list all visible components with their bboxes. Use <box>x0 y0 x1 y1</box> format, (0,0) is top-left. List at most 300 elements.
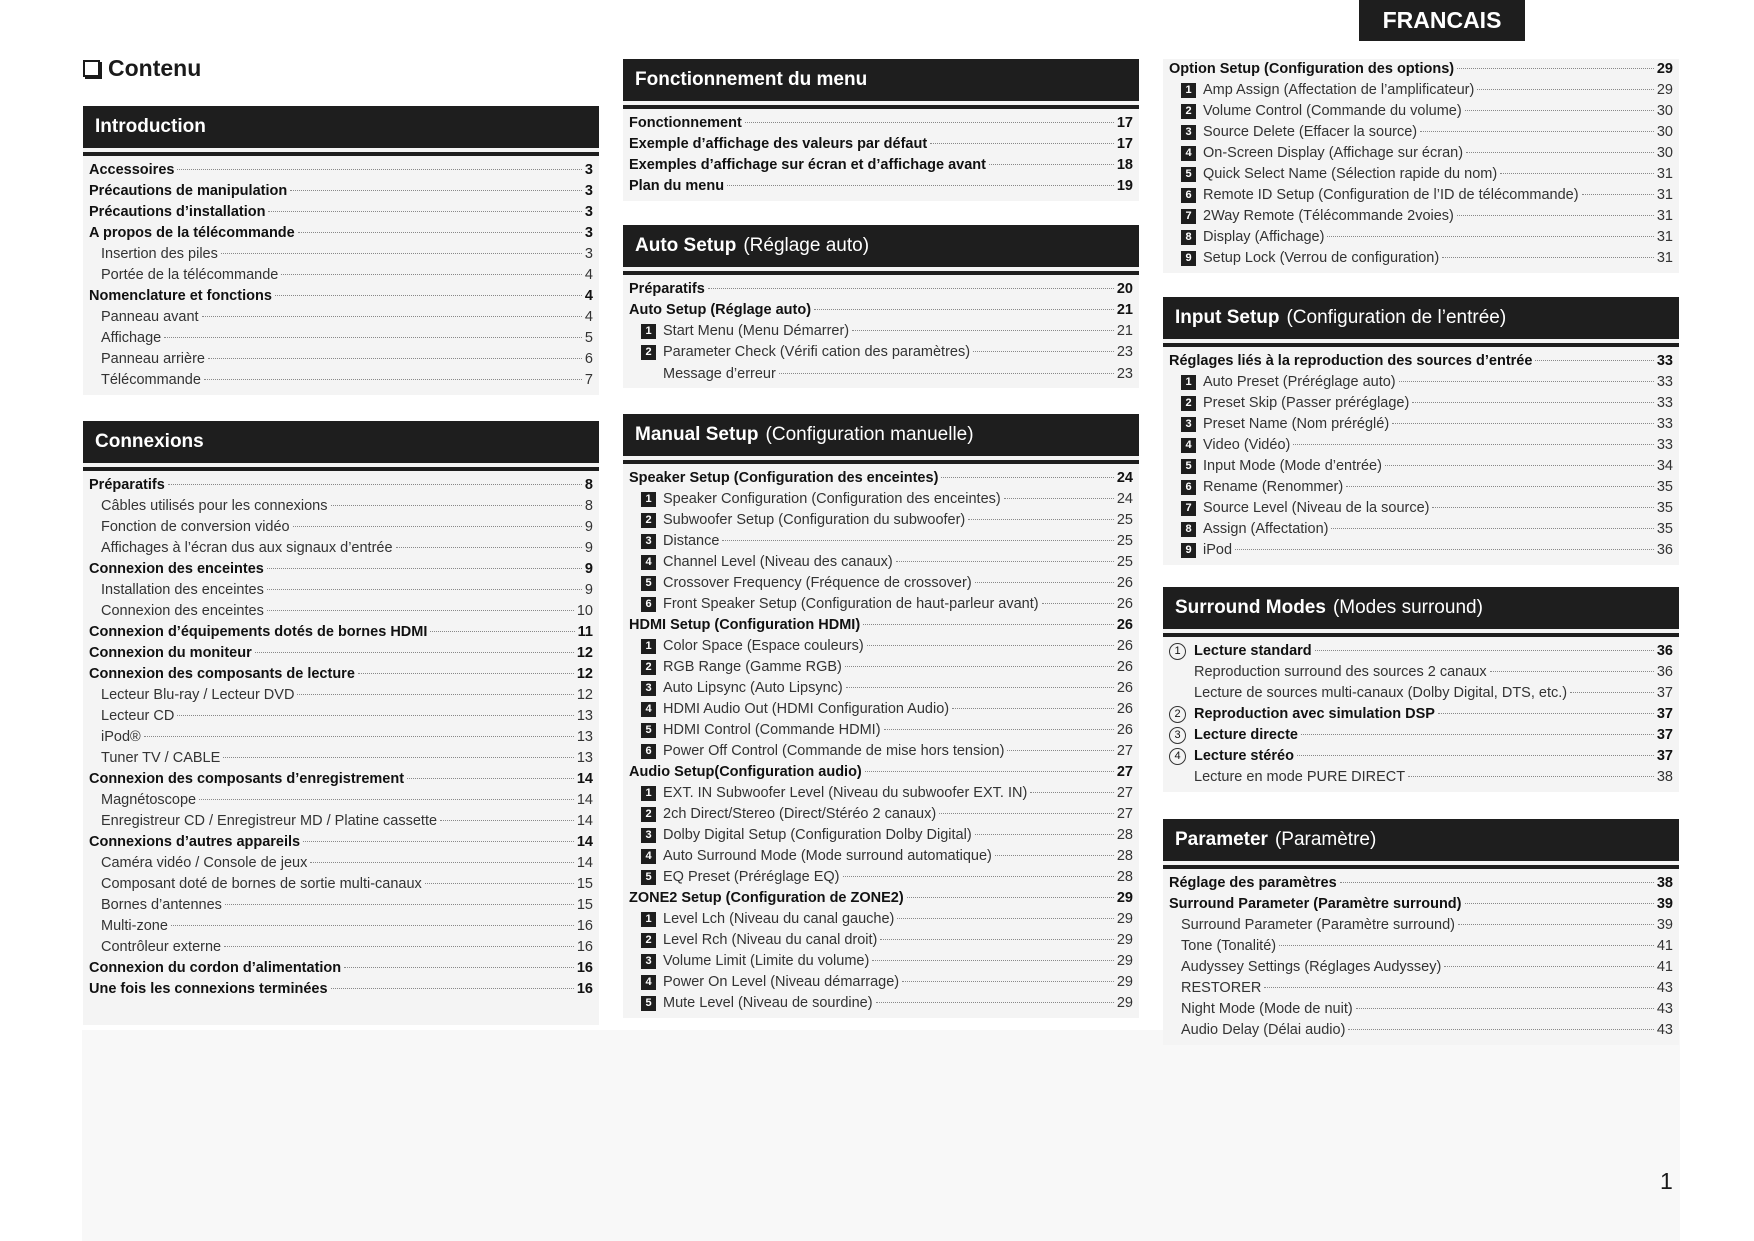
contents-title <box>83 55 201 82</box>
dot-leader <box>1042 603 1114 604</box>
toc-entry-label: HDMI Control (Commande HDMI) <box>663 722 881 738</box>
toc-entry-label: Mute Level (Niveau de sourdine) <box>663 995 873 1011</box>
dot-leader <box>846 687 1114 688</box>
toc-entry-label: Composant doté de bornes de sortie multi-canaux <box>101 876 422 892</box>
dot-leader <box>199 799 574 800</box>
toc-entry[interactable] <box>89 370 593 391</box>
toc-entry-label: 2ch Direct/Stereo (Direct/Stéréo 2 canaux) <box>663 806 937 822</box>
toc-entry[interactable] <box>1169 662 1673 683</box>
toc-entry[interactable] <box>1169 456 1673 477</box>
toc-entry-page: 28 <box>1116 827 1133 843</box>
dot-leader <box>425 883 574 884</box>
toc-entry[interactable] <box>1169 101 1673 122</box>
number-badge-icon: 1 <box>641 786 656 801</box>
toc-entry-page: 15 <box>576 897 593 913</box>
dot-leader <box>1466 152 1654 153</box>
dot-leader <box>293 526 582 527</box>
toc-entry-page: 3 <box>584 225 593 241</box>
toc-entry[interactable] <box>629 279 1133 300</box>
toc-entry[interactable] <box>1169 767 1673 788</box>
toc-entry-label: 2Way Remote (Télécommande 2voies) <box>1203 208 1454 224</box>
number-badge-icon: 2 <box>641 345 656 360</box>
toc-entry-page: 10 <box>576 603 593 619</box>
toc-entry-label: Connexion d’équipements dotés de bornes HDMI <box>89 624 428 640</box>
toc-entry[interactable] <box>629 699 1133 720</box>
section-option-setup <box>1163 59 1679 273</box>
toc-entry-label: Contrôleur externe <box>101 939 222 955</box>
dot-leader <box>1442 257 1654 258</box>
number-badge-icon: 8 <box>1181 230 1196 245</box>
number-badge-icon: 3 <box>1181 417 1196 432</box>
dot-leader <box>1293 444 1654 445</box>
toc-entry[interactable] <box>1169 80 1673 101</box>
toc-entry[interactable] <box>1169 725 1673 746</box>
toc-entry[interactable] <box>89 601 593 622</box>
toc-entry[interactable] <box>629 993 1133 1014</box>
toc-entry[interactable] <box>629 489 1133 510</box>
toc-entry[interactable] <box>89 517 593 538</box>
toc-entry[interactable] <box>1169 894 1673 915</box>
toc-entry-page: 28 <box>1116 869 1133 885</box>
toc-entry[interactable] <box>629 510 1133 531</box>
toc-entry-label: Connexions d’autres appareils <box>89 834 301 850</box>
toc-entry[interactable] <box>1169 978 1673 999</box>
toc-entry[interactable] <box>89 307 593 328</box>
toc-entry[interactable] <box>1169 477 1673 498</box>
toc-entry-page: 33 <box>1656 353 1673 369</box>
toc-entry-label: Distance <box>663 533 720 549</box>
toc-list <box>1163 869 1679 1045</box>
toc-entry[interactable] <box>1169 915 1673 936</box>
toc-entry-page: 21 <box>1116 302 1133 318</box>
toc-entry-page: 27 <box>1116 764 1133 780</box>
toc-entry-label: Audio Delay (Délai audio) <box>1181 1022 1346 1038</box>
toc-entry-page: 4 <box>584 288 593 304</box>
toc-entry[interactable] <box>1169 683 1673 704</box>
toc-entry-label: Bornes d’antennes <box>101 897 222 913</box>
toc-entry[interactable] <box>629 762 1133 783</box>
toc-entry-label: Power Off Control (Commande de mise hors tension) <box>663 743 1005 759</box>
toc-entry-label: Channel Level (Niveau des canaux) <box>663 554 893 570</box>
toc-entry-page: 31 <box>1656 208 1673 224</box>
toc-entry-page: 30 <box>1656 103 1673 119</box>
toc-entry-label: Précautions d’installation <box>89 204 266 220</box>
toc-entry-page: 14 <box>576 813 593 829</box>
toc-entry[interactable] <box>89 286 593 307</box>
toc-entry-label: Panneau arrière <box>101 351 205 367</box>
toc-entry[interactable] <box>1169 393 1673 414</box>
toc-entry-label: Multi-zone <box>101 918 168 934</box>
dot-leader <box>814 309 1114 310</box>
toc-entry-page: 6 <box>584 351 593 367</box>
toc-entry[interactable] <box>1169 746 1673 767</box>
toc-entry[interactable] <box>629 720 1133 741</box>
toc-entry-page: 36 <box>1656 664 1673 680</box>
toc-entry-page: 26 <box>1116 659 1133 675</box>
toc-entry-page: 29 <box>1116 932 1133 948</box>
toc-entry[interactable] <box>629 113 1133 134</box>
number-badge-icon: 4 <box>641 849 656 864</box>
toc-list <box>623 109 1139 201</box>
toc-entry-label: Panneau avant <box>101 309 199 325</box>
toc-entry-page: 16 <box>576 960 593 976</box>
toc-entry-label: ZONE2 Setup (Configuration de ZONE2) <box>629 890 904 906</box>
toc-entry-label: Auto Surround Mode (Mode surround automatique) <box>663 848 992 864</box>
dot-leader <box>297 694 573 695</box>
toc-entry-label: HDMI Audio Out (HDMI Configuration Audio) <box>663 701 950 717</box>
section-header: Input Setup (Configuration de l’entrée) <box>1163 297 1679 339</box>
toc-entry-label: Quick Select Name (Sélection rapide du nom) <box>1203 166 1498 182</box>
toc-entry[interactable] <box>629 468 1133 489</box>
dot-leader <box>843 876 1114 877</box>
toc-entry-label: Subwoofer Setup (Configuration du subwoofer) <box>663 512 966 528</box>
toc-entry[interactable] <box>89 265 593 286</box>
toc-entry[interactable] <box>629 615 1133 636</box>
toc-entry[interactable] <box>629 594 1133 615</box>
toc-entry[interactable] <box>89 244 593 265</box>
toc-entry[interactable] <box>629 176 1133 197</box>
toc-entry-label: Exemple d’affichage des valeurs par défaut <box>629 136 928 152</box>
toc-entry[interactable] <box>1169 498 1673 519</box>
dot-leader <box>876 1002 1114 1003</box>
toc-entry-page: 14 <box>576 834 593 850</box>
toc-entry-page: 14 <box>576 792 593 808</box>
toc-entry-page: 17 <box>1116 115 1133 131</box>
toc-entry-label: Power On Level (Niveau démarrage) <box>663 974 900 990</box>
toc-entry[interactable] <box>89 559 593 580</box>
toc-entry-label: Audyssey Settings (Réglages Audyssey) <box>1181 959 1442 975</box>
toc-entry-label: Source Delete (Effacer la source) <box>1203 124 1418 140</box>
dot-leader <box>1301 734 1654 735</box>
number-badge-icon: 5 <box>641 870 656 885</box>
number-badge-icon: 1 <box>641 492 656 507</box>
dot-leader <box>880 939 1113 940</box>
dot-leader <box>1444 966 1654 967</box>
toc-entry[interactable] <box>1169 248 1673 269</box>
toc-entry[interactable] <box>1169 873 1673 894</box>
toc-entry-page: 43 <box>1656 980 1673 996</box>
toc-entry-label: Lecture standard <box>1194 643 1312 659</box>
toc-entry-label: Enregistreur CD / Enregistreur MD / Platine cassette <box>101 813 438 829</box>
toc-entry-page: 17 <box>1116 136 1133 152</box>
toc-entry-page: 36 <box>1656 643 1673 659</box>
dot-leader <box>1348 1029 1653 1030</box>
toc-entry-page: 9 <box>584 540 593 556</box>
toc-entry[interactable] <box>1169 351 1673 372</box>
toc-entry-page: 12 <box>576 687 593 703</box>
toc-entry-label: Réglage des paramètres <box>1169 875 1337 891</box>
dot-leader <box>1458 924 1654 925</box>
toc-entry[interactable] <box>89 706 593 727</box>
toc-entry-page: 27 <box>1116 806 1133 822</box>
dot-leader <box>973 351 1114 352</box>
toc-entry[interactable] <box>1169 435 1673 456</box>
dot-leader <box>171 925 574 926</box>
toc-entry[interactable] <box>629 909 1133 930</box>
dot-leader <box>1385 465 1654 466</box>
toc-entry-label: Connexion des enceintes <box>89 561 264 577</box>
toc-entry-page: 31 <box>1656 187 1673 203</box>
toc-entry-page: 24 <box>1116 491 1133 507</box>
toc-entry[interactable] <box>89 202 593 223</box>
toc-entry[interactable] <box>89 916 593 937</box>
toc-entry-page: 43 <box>1656 1022 1673 1038</box>
toc-entry-label: Preset Name (Nom préréglé) <box>1203 416 1390 432</box>
toc-entry-label: Source Level (Niveau de la source) <box>1203 500 1430 516</box>
toc-entry[interactable] <box>629 846 1133 867</box>
toc-entry-page: 30 <box>1656 145 1673 161</box>
toc-entry[interactable] <box>89 643 593 664</box>
toc-entry-label: Lecteur CD <box>101 708 175 724</box>
toc-entry[interactable] <box>1169 519 1673 540</box>
number-badge-icon: 7 <box>1181 501 1196 516</box>
toc-entry-label: Magnétoscope <box>101 792 197 808</box>
contents-title-text: Contenu <box>108 55 202 81</box>
toc-entry[interactable] <box>89 811 593 832</box>
toc-entry[interactable] <box>89 727 593 748</box>
dot-leader <box>1264 987 1654 988</box>
toc-entry-page: 21 <box>1116 323 1133 339</box>
toc-entry[interactable] <box>629 363 1133 384</box>
toc-entry[interactable] <box>89 958 593 979</box>
dot-leader <box>268 211 581 212</box>
toc-entry-page: 33 <box>1656 416 1673 432</box>
toc-entry-label: Tone (Tonalité) <box>1181 938 1277 954</box>
toc-entry-page: 26 <box>1116 680 1133 696</box>
toc-entry[interactable] <box>89 538 593 559</box>
toc-entry-label: RGB Range (Gamme RGB) <box>663 659 842 675</box>
toc-entry-page: 26 <box>1116 617 1133 633</box>
toc-entry-page: 38 <box>1656 769 1673 785</box>
dot-leader <box>1279 945 1654 946</box>
toc-entry-page: 19 <box>1116 178 1133 194</box>
toc-entry[interactable] <box>1169 185 1673 206</box>
dot-leader <box>989 164 1114 165</box>
toc-entry-page: 24 <box>1116 470 1133 486</box>
toc-entry-page: 37 <box>1656 727 1673 743</box>
toc-entry[interactable] <box>629 531 1133 552</box>
dot-leader <box>225 904 574 905</box>
dot-leader <box>968 519 1114 520</box>
toc-entry[interactable] <box>89 832 593 853</box>
toc-entry-label: Plan du menu <box>629 178 725 194</box>
toc-entry[interactable] <box>1169 540 1673 561</box>
toc-entry-page: 28 <box>1116 848 1133 864</box>
toc-entry[interactable] <box>1169 164 1673 185</box>
circled-number-icon: 4 <box>1169 748 1186 765</box>
toc-entry-label: Lecture de sources multi-canaux (Dolby Digital, DTS, etc.) <box>1194 685 1568 701</box>
toc-entry-label: Night Mode (Mode de nuit) <box>1181 1001 1353 1017</box>
section-connexions <box>83 421 599 1025</box>
toc-entry[interactable] <box>89 181 593 202</box>
toc-entry[interactable] <box>629 741 1133 762</box>
toc-entry[interactable] <box>89 328 593 349</box>
toc-entry-label: iPod® <box>101 729 141 745</box>
toc-entry-label: Video (Vidéo) <box>1203 437 1291 453</box>
toc-entry-label: Volume Limit (Limite du volume) <box>663 953 870 969</box>
toc-entry-label: Input Mode (Mode d’entrée) <box>1203 458 1382 474</box>
toc-entry-page: 34 <box>1656 458 1673 474</box>
toc-entry[interactable] <box>629 930 1133 951</box>
dot-leader <box>267 589 582 590</box>
toc-entry[interactable] <box>629 888 1133 909</box>
number-badge-icon: 6 <box>641 597 656 612</box>
dot-leader <box>779 373 1114 374</box>
toc-entry-page: 9 <box>584 582 593 598</box>
toc-entry[interactable] <box>89 496 593 517</box>
toc-entry[interactable] <box>89 853 593 874</box>
dot-leader <box>907 897 1114 898</box>
toc-entry[interactable] <box>89 223 593 244</box>
toc-entry[interactable] <box>629 636 1133 657</box>
toc-list <box>83 471 599 1004</box>
toc-entry[interactable] <box>629 951 1133 972</box>
number-badge-icon: 6 <box>1181 480 1196 495</box>
section-header: Fonctionnement du menu <box>623 59 1139 101</box>
number-badge-icon: 3 <box>1181 125 1196 140</box>
toc-entry-label: Préparatifs <box>89 477 165 493</box>
toc-entry[interactable] <box>629 342 1133 363</box>
dot-leader <box>863 624 1114 625</box>
dot-leader <box>1327 236 1653 237</box>
toc-entry[interactable] <box>1169 999 1673 1020</box>
toc-entry-page: 43 <box>1656 1001 1673 1017</box>
toc-entry[interactable] <box>89 937 593 958</box>
toc-entry-page: 3 <box>584 162 593 178</box>
toc-entry[interactable] <box>629 321 1133 342</box>
toc-entry[interactable] <box>89 895 593 916</box>
toc-entry-label: Setup Lock (Verrou de configuration) <box>1203 250 1440 266</box>
toc-entry-page: 39 <box>1656 896 1673 912</box>
number-badge-icon: 2 <box>641 933 656 948</box>
toc-entry-page: 16 <box>576 981 593 997</box>
toc-entry-page: 3 <box>584 246 593 262</box>
number-badge-icon: 2 <box>641 807 656 822</box>
toc-entry-label: Connexion du cordon d’alimentation <box>89 960 342 976</box>
toc-entry-page: 25 <box>1116 533 1133 549</box>
toc-entry-page: 41 <box>1656 959 1673 975</box>
section-surround-modes <box>1163 587 1679 792</box>
toc-list <box>1163 637 1679 792</box>
toc-entry[interactable] <box>89 622 593 643</box>
toc-entry-page: 3 <box>584 204 593 220</box>
toc-entry[interactable] <box>1169 372 1673 393</box>
dot-leader <box>208 358 582 359</box>
toc-entry[interactable] <box>1169 206 1673 227</box>
toc-entry[interactable] <box>89 685 593 706</box>
toc-entry[interactable] <box>1169 957 1673 978</box>
toc-entry[interactable] <box>629 134 1133 155</box>
toc-entry-page: 12 <box>576 666 593 682</box>
number-badge-icon: 5 <box>641 723 656 738</box>
number-badge-icon: 2 <box>641 513 656 528</box>
toc-entry[interactable] <box>629 867 1133 888</box>
toc-entry-page: 15 <box>576 876 593 892</box>
toc-entry-label: Surround Parameter (Paramètre surround) <box>1181 917 1456 933</box>
toc-entry[interactable] <box>89 349 593 370</box>
dot-leader <box>1315 650 1654 651</box>
number-badge-icon: 1 <box>641 324 656 339</box>
number-badge-icon: 7 <box>1181 209 1196 224</box>
toc-list <box>623 464 1139 1018</box>
dot-leader <box>281 274 582 275</box>
toc-entry-label: Auto Preset (Préréglage auto) <box>1203 374 1396 390</box>
toc-entry[interactable] <box>1169 936 1673 957</box>
toc-entry[interactable] <box>1169 143 1673 164</box>
toc-entry[interactable] <box>1169 704 1673 725</box>
toc-entry-label: EQ Preset (Préréglage EQ) <box>663 869 840 885</box>
toc-entry-page: 14 <box>576 771 593 787</box>
toc-entry[interactable] <box>1169 227 1673 248</box>
toc-entry-page: 37 <box>1656 685 1673 701</box>
toc-entry-label: Accessoires <box>89 162 175 178</box>
toc-entry[interactable] <box>629 155 1133 176</box>
toc-entry-page: 4 <box>584 267 593 283</box>
dot-leader <box>845 666 1114 667</box>
toc-entry[interactable] <box>1169 641 1673 662</box>
dot-leader <box>430 631 574 632</box>
toc-entry[interactable] <box>629 783 1133 804</box>
dot-leader <box>852 330 1114 331</box>
toc-entry-page: 35 <box>1656 521 1673 537</box>
dot-leader <box>440 820 574 821</box>
toc-entry[interactable] <box>89 475 593 496</box>
toc-entry-page: 13 <box>576 729 593 745</box>
toc-entry-label: Connexion des composants d’enregistrement <box>89 771 405 787</box>
dot-leader <box>1535 360 1653 361</box>
toc-entry-page: 26 <box>1116 722 1133 738</box>
toc-entry-label: Portée de la télécommande <box>101 267 279 283</box>
toc-entry[interactable] <box>89 580 593 601</box>
number-badge-icon: 9 <box>1181 251 1196 266</box>
toc-entry-page: 12 <box>576 645 593 661</box>
toc-entry-label: Connexion du moniteur <box>89 645 252 661</box>
toc-entry[interactable] <box>1169 1020 1673 1041</box>
section-input-setup <box>1163 297 1679 565</box>
toc-entry[interactable] <box>629 300 1133 321</box>
toc-entry[interactable] <box>629 678 1133 699</box>
toc-entry[interactable] <box>1169 414 1673 435</box>
number-badge-icon: 1 <box>1181 375 1196 390</box>
number-badge-icon: 6 <box>641 744 656 759</box>
toc-entry[interactable] <box>629 657 1133 678</box>
toc-entry[interactable] <box>1169 122 1673 143</box>
toc-entry[interactable] <box>629 972 1133 993</box>
toc-entry[interactable] <box>89 748 593 769</box>
number-badge-icon: 1 <box>641 912 656 927</box>
toc-entry-page: 14 <box>576 855 593 871</box>
toc-entry[interactable] <box>629 552 1133 573</box>
dot-leader <box>727 185 1114 186</box>
toc-entry[interactable] <box>89 979 593 1000</box>
dot-leader <box>941 477 1113 478</box>
toc-entry[interactable] <box>89 160 593 181</box>
toc-list <box>1163 59 1679 273</box>
toc-entry[interactable] <box>89 769 593 790</box>
toc-entry-page: 16 <box>576 939 593 955</box>
toc-entry[interactable] <box>629 804 1133 825</box>
toc-entry-label: Start Menu (Menu Démarrer) <box>663 323 850 339</box>
dot-leader <box>930 143 1114 144</box>
toc-entry[interactable] <box>89 664 593 685</box>
toc-entry[interactable] <box>629 573 1133 594</box>
toc-entry[interactable] <box>89 874 593 895</box>
toc-entry-label: Level Lch (Niveau du canal gauche) <box>663 911 895 927</box>
toc-entry[interactable] <box>89 790 593 811</box>
toc-entry[interactable] <box>1169 59 1673 80</box>
dot-leader <box>952 708 1114 709</box>
toc-entry[interactable] <box>629 825 1133 846</box>
